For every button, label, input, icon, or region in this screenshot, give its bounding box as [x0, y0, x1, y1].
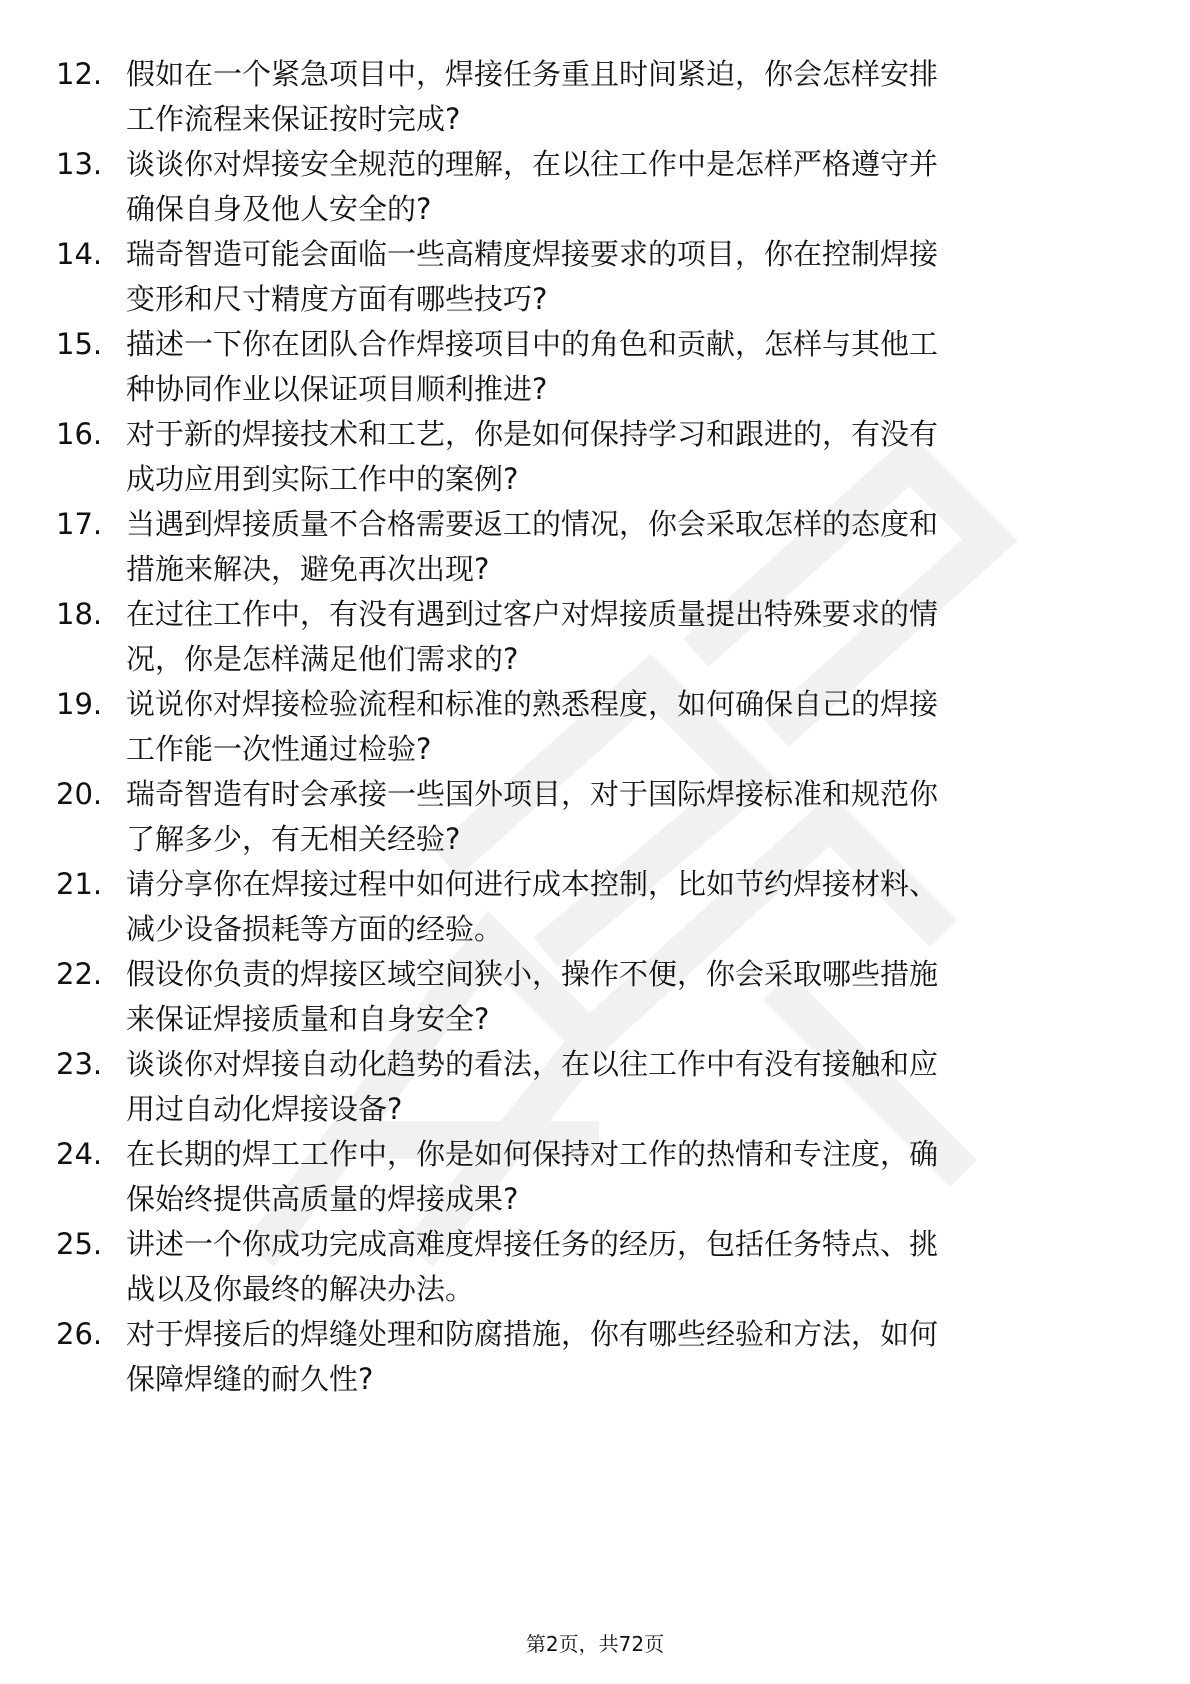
question-item — [0, 322, 1190, 412]
question-line: 谈谈你对焊接自动化趋势的看法，在以往工作中有没有接触和应 — [126, 1047, 939, 1081]
question-line: 工作能一次性通过检验? — [126, 732, 432, 766]
question-line: 在长期的焊工工作中，你是如何保持对工作的热情和专注度，确 — [126, 1137, 939, 1171]
question-line: 描述一下你在团队合作焊接项目中的角色和贡献，怎样与其他工 — [126, 327, 939, 361]
question-line: 措施来解决，避免再次出现? — [126, 552, 490, 586]
question-text — [126, 862, 1126, 952]
question-text — [126, 1042, 1126, 1132]
question-line: 谈谈你对焊接安全规范的理解，在以往工作中是怎样严格遵守并 — [126, 147, 939, 181]
question-item — [0, 1042, 1190, 1132]
question-number: 24. — [56, 1137, 103, 1171]
question-number: 14. — [56, 237, 103, 271]
question-number: 16. — [56, 417, 103, 451]
question-item — [0, 1132, 1190, 1222]
question-line: 对于新的焊接技术和工艺，你是如何保持学习和跟进的，有没有 — [126, 417, 939, 451]
question-text — [126, 1312, 1126, 1402]
question-line: 瑞奇智造有时会承接一些国外项目，对于国际焊接标准和规范你 — [126, 777, 939, 811]
question-text — [126, 772, 1126, 862]
question-number: 22. — [56, 957, 103, 991]
question-text — [126, 52, 1126, 142]
question-number: 26. — [56, 1317, 103, 1351]
question-number: 17. — [56, 507, 103, 541]
question-line: 确保自身及他人安全的? — [126, 192, 432, 226]
question-item — [0, 862, 1190, 952]
question-text — [126, 952, 1126, 1042]
question-line: 假如在一个紧急项目中，焊接任务重且时间紧迫，你会怎样安排 — [126, 57, 939, 91]
question-text — [126, 232, 1126, 322]
question-item — [0, 1222, 1190, 1312]
question-line: 瑞奇智造可能会面临一些高精度焊接要求的项目，你在控制焊接 — [126, 237, 939, 271]
question-number: 20. — [56, 777, 103, 811]
question-item — [0, 412, 1190, 502]
question-text — [126, 502, 1126, 592]
question-item — [0, 592, 1190, 682]
question-item — [0, 952, 1190, 1042]
question-line: 说说你对焊接检验流程和标准的熟悉程度，如何确保自己的焊接 — [126, 687, 939, 721]
question-line: 请分享你在焊接过程中如何进行成本控制，比如节约焊接材料、 — [126, 867, 939, 901]
question-number: 15. — [56, 327, 103, 361]
question-text — [126, 322, 1126, 412]
question-number: 19. — [56, 687, 103, 721]
question-item — [0, 52, 1190, 142]
question-line: 假设你负责的焊接区域空间狭小，操作不便，你会采取哪些措施 — [126, 957, 939, 991]
question-item — [0, 142, 1190, 232]
question-line: 保障焊缝的耐久性? — [126, 1362, 374, 1396]
question-item — [0, 502, 1190, 592]
question-number: 13. — [56, 147, 103, 181]
question-line: 在过往工作中，有没有遇到过客户对焊接质量提出特殊要求的情 — [126, 597, 939, 631]
question-item — [0, 232, 1190, 322]
question-line: 讲述一个你成功完成高难度焊接任务的经历，包括任务特点、挑 — [126, 1227, 939, 1261]
question-line: 种协同作业以保证项目顺利推进? — [126, 372, 548, 406]
question-number: 21. — [56, 867, 103, 901]
question-text — [126, 412, 1126, 502]
question-text — [126, 682, 1126, 772]
question-number: 25. — [56, 1227, 103, 1261]
question-line: 况，你是怎样满足他们需求的? — [126, 642, 519, 676]
question-text — [126, 1132, 1126, 1222]
question-line: 当遇到焊接质量不合格需要返工的情况，你会采取怎样的态度和 — [126, 507, 939, 541]
page-footer: 第2页，共72页 — [525, 1632, 665, 1656]
question-line: 战以及你最终的解决办法。 — [126, 1272, 475, 1306]
question-item — [0, 1312, 1190, 1402]
question-text — [126, 142, 1126, 232]
question-line: 用过自动化焊接设备? — [126, 1092, 403, 1126]
question-line: 来保证焊接质量和自身安全? — [126, 1002, 490, 1036]
question-line: 减少设备损耗等方面的经验。 — [126, 912, 504, 946]
question-line: 保始终提供高质量的焊接成果? — [126, 1182, 519, 1216]
question-item — [0, 772, 1190, 862]
question-number: 12. — [56, 57, 103, 91]
question-line: 变形和尺寸精度方面有哪些技巧? — [126, 282, 548, 316]
question-line: 工作流程来保证按时完成? — [126, 102, 461, 136]
question-item — [0, 682, 1190, 772]
question-line: 成功应用到实际工作中的案例? — [126, 462, 519, 496]
question-text — [126, 1222, 1126, 1312]
question-line: 了解多少，有无相关经验? — [126, 822, 461, 856]
question-line: 对于焊接后的焊缝处理和防腐措施，你有哪些经验和方法，如何 — [126, 1317, 939, 1351]
question-number: 18. — [56, 597, 103, 631]
question-number: 23. — [56, 1047, 103, 1081]
question-text — [126, 592, 1126, 682]
